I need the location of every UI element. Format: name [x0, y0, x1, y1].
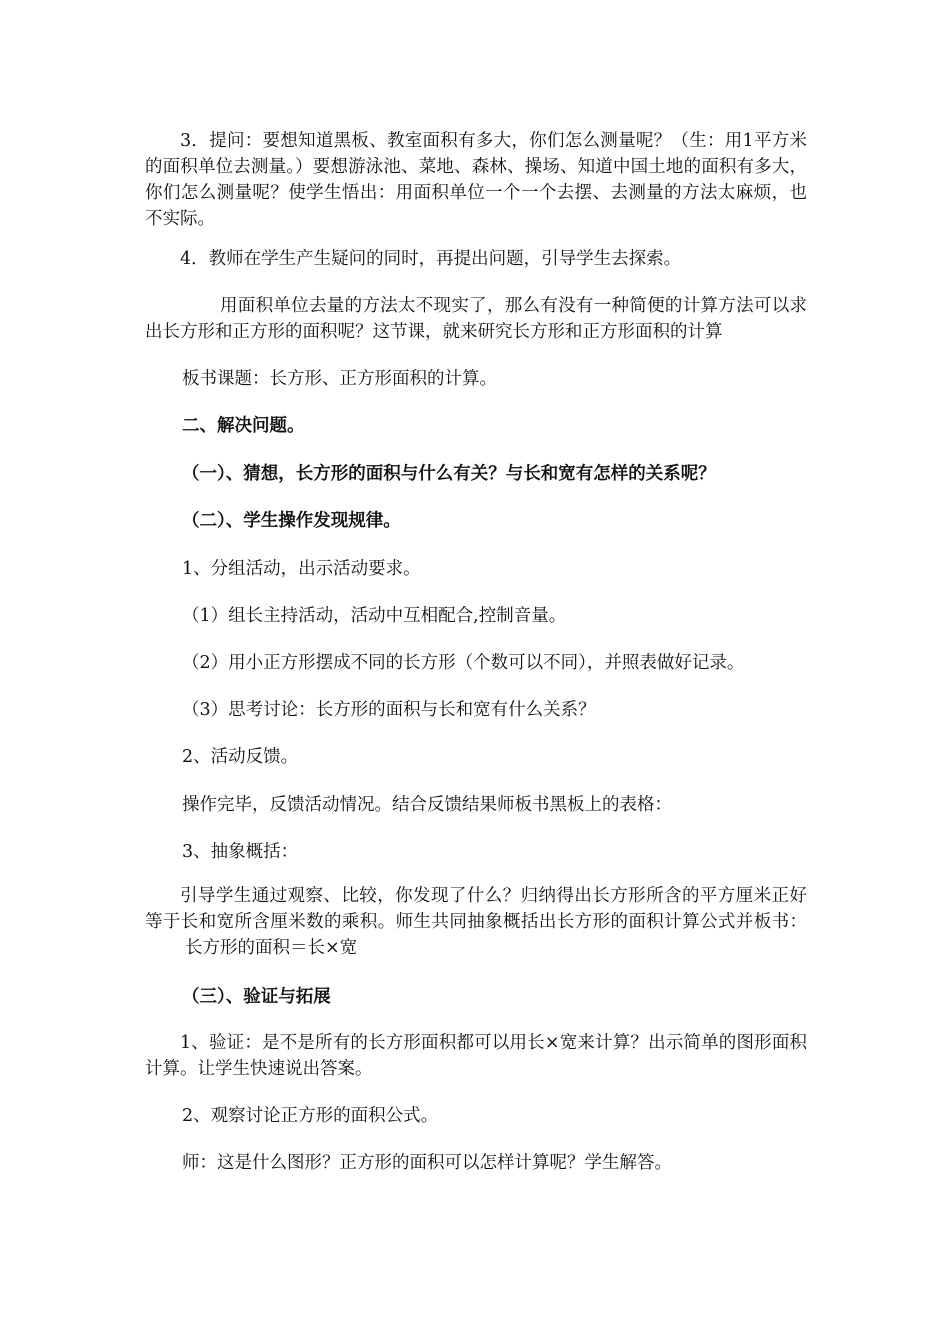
area-formula: 长方形的面积＝长×宽: [185, 938, 358, 958]
paragraph-question-3: 3．提问：要想知道黑板、教室面积有多大，你们怎么测量呢？（生：用1平方米的面积单位去测量。）要想游泳池、菜地、森林、操场、知道中国土地的面积有多大，你们怎么测量呢？使学生悟出：用面积单位一个一个去摆、去测量的方法太麻烦，也不实际。: [145, 131, 807, 229]
paragraph-teacher-4: 4．教师在学生产生疑问的同时，再提出问题，引导学生去探索。: [180, 249, 682, 269]
subsection-heading-verify: （三）、验证与拓展: [182, 987, 331, 1007]
paragraph-board-title: 板书课题：长方形、正方形面积的计算。: [182, 369, 497, 389]
subsection-heading-operate: （二）、学生操作发现规律。: [182, 511, 401, 531]
list-item-requirement-2: （2）用小正方形摆成不同的长方形（个数可以不同），并照表做好记录。: [182, 653, 745, 673]
list-item-requirement-1: （1）组长主持活动，活动中互相配合,控制音量。: [182, 606, 567, 626]
paragraph-verify: 1、验证：是不是所有的长方形面积都可以用长×宽来计算？出示简单的图形面积计算。让学生快速说出答案。: [145, 1033, 807, 1079]
list-item-square-formula: 2、观察讨论正方形的面积公式。: [182, 1106, 439, 1126]
summary-text: 引导学生通过观察、比较，你发现了什么？归纳得出长方形所含的平方厘米正好等于长和宽所含厘米数的乘积。师生共同抽象概括出长方形的面积计算公式并板书：: [145, 886, 807, 932]
list-item-abstract: 3、抽象概括：: [182, 842, 299, 862]
section-heading-solve: 二、解决问题。: [182, 416, 305, 436]
paragraph-area-unit: 用面积单位去量的方法太不现实了，那么有没有一种简便的计算方法可以求出长方形和正方形的面积呢？这节课，就来研究长方形和正方形面积的计算: [145, 296, 807, 342]
paragraph-feedback-detail: 操作完毕，反馈活动情况。结合反馈结果师板书黑板上的表格：: [182, 795, 672, 815]
paragraph-summary: [145, 883, 807, 961]
paragraph-teacher-question: 师：这是什么图形？正方形的面积可以怎样计算呢？学生解答。: [182, 1153, 672, 1173]
list-item-requirement-3: （3）思考讨论：长方形的面积与长和宽有什么关系？: [182, 700, 596, 720]
list-item-group-activity: 1、分组活动，出示活动要求。: [182, 559, 421, 579]
subsection-heading-guess: （一）、猜想，长方形的面积与什么有关？与长和宽有怎样的关系呢？: [182, 464, 716, 484]
list-item-feedback: 2、活动反馈。: [182, 747, 299, 767]
